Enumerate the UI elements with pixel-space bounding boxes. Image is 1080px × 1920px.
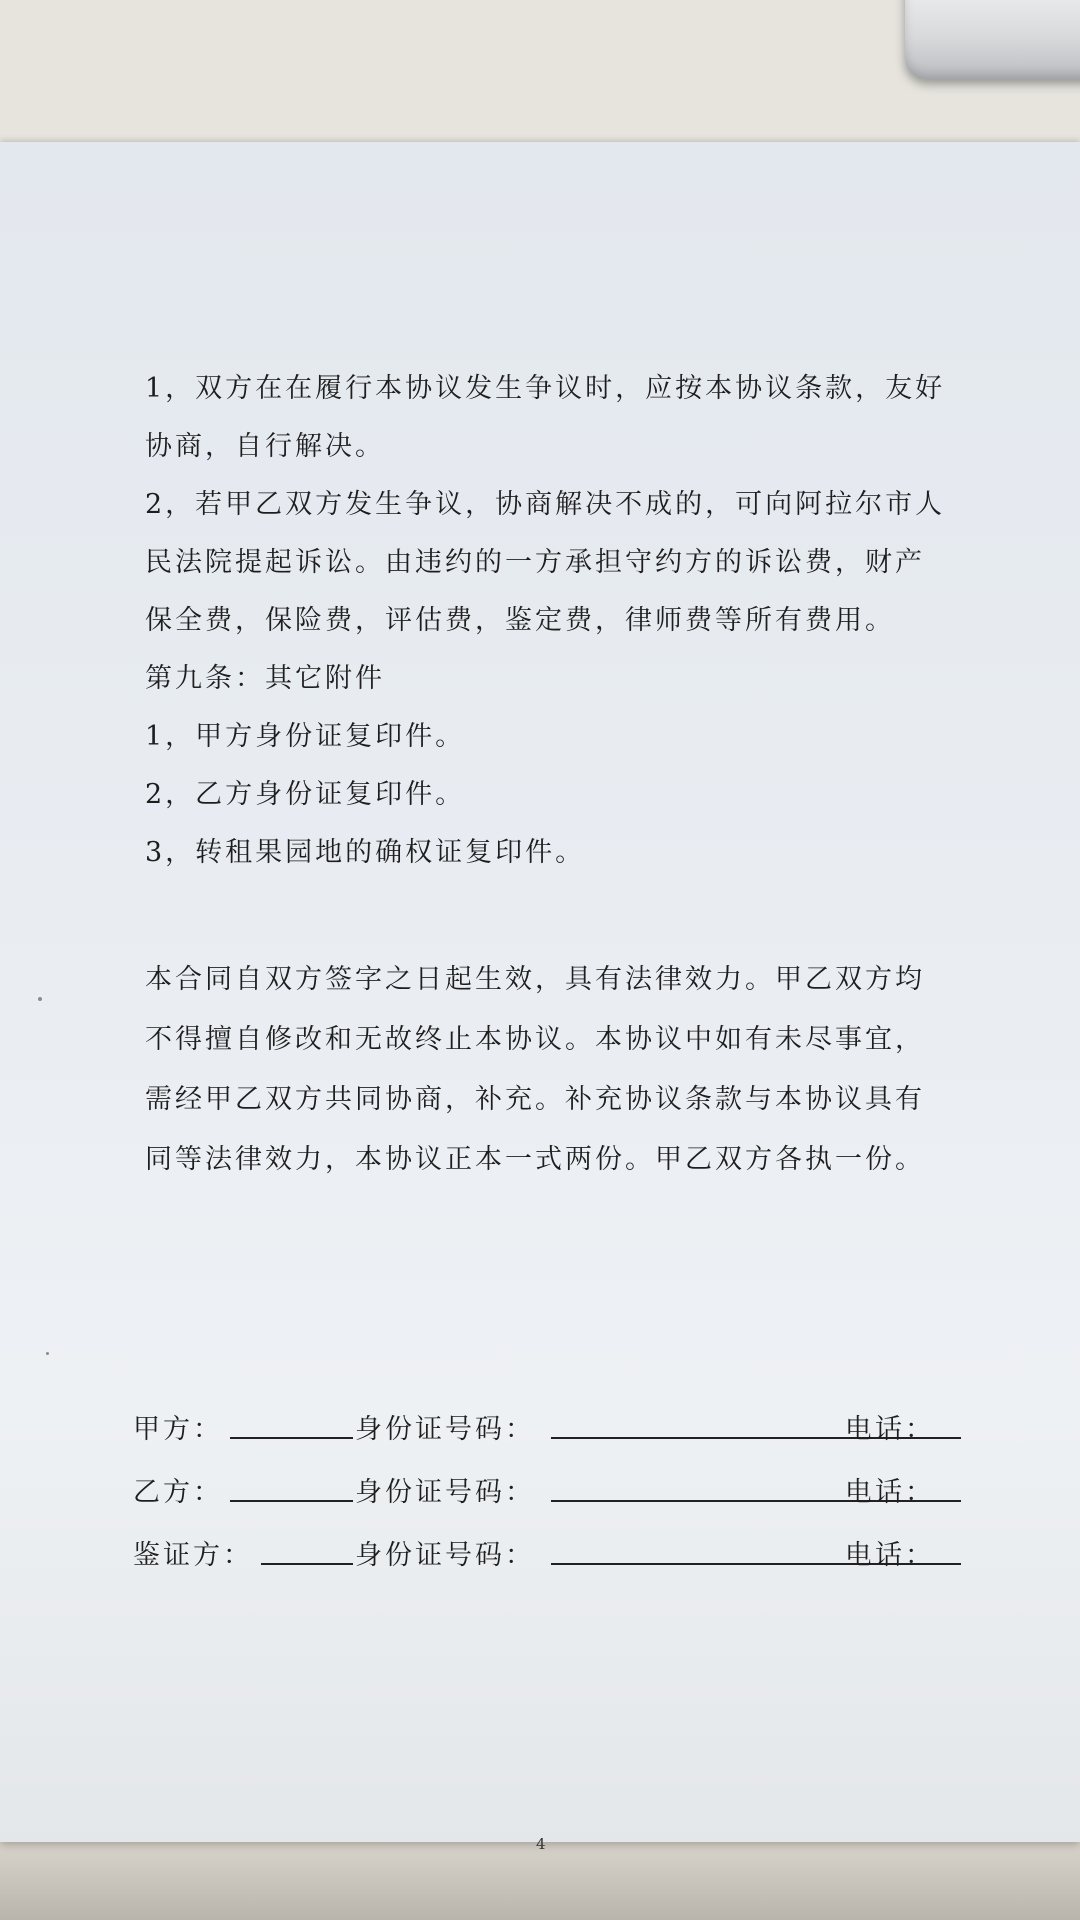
article-heading: 第九条：其它附件 [145, 663, 385, 694]
document-page [0, 142, 1080, 1853]
party-a-name-blank[interactable] [230, 1437, 353, 1439]
text-line: 不得擅自修改和无故终止本协议。本协议中如有未尽事宜， [145, 1024, 925, 1055]
article-9 [145, 650, 955, 882]
page-number: 4 [536, 1835, 546, 1853]
attachment-item: 2，乙方身份证复印件。 [145, 779, 466, 810]
text-line: 2，若甲乙双方发生争议，协商解决不成的，可向阿拉尔市人 [145, 489, 946, 520]
id-label: 身份证号码： [355, 1414, 535, 1445]
id-label: 身份证号码： [355, 1477, 535, 1508]
signature-row-witness [133, 1523, 963, 1579]
id-label: 身份证号码： [355, 1540, 535, 1571]
text-line: 同等法律效力，本协议正本一式两份。甲乙双方各执一份。 [145, 1144, 925, 1175]
text-line: 需经甲乙双方共同协商，补充。补充协议条款与本协议具有 [145, 1084, 925, 1115]
text-line: 本合同自双方签字之日起生效，具有法律效力。甲乙双方均 [145, 964, 925, 995]
witness-name-blank[interactable] [261, 1563, 353, 1565]
party-label: 鉴证方： [133, 1540, 253, 1571]
phone-label: 电话： [845, 1540, 935, 1571]
signature-row-party-b [133, 1460, 963, 1516]
dispute-clauses [145, 360, 955, 650]
attachment-item: 1，甲方身份证复印件。 [145, 721, 466, 752]
party-label: 乙方： [133, 1477, 223, 1508]
effect-paragraph [145, 950, 955, 1190]
paper-speck [38, 997, 42, 1001]
attachment-item: 3，转租果园地的确权证复印件。 [145, 837, 586, 868]
paper-speck [46, 1352, 49, 1355]
text-line: 1，双方在在履行本协议发生争议时，应按本协议条款，友好 [145, 373, 946, 404]
device-corner [905, 0, 1080, 80]
party-b-name-blank[interactable] [230, 1500, 353, 1502]
phone-label: 电话： [845, 1477, 935, 1508]
text-line: 协商，自行解决。 [145, 431, 385, 462]
text-line: 民法院提起诉讼。由违约的一方承担守约方的诉讼费，财产 [145, 547, 925, 578]
party-label: 甲方： [133, 1414, 223, 1445]
text-line: 保全费，保险费，评估费，鉴定费，律师费等所有费用。 [145, 605, 895, 636]
signature-row-party-a [133, 1397, 963, 1453]
phone-label: 电话： [845, 1414, 935, 1445]
